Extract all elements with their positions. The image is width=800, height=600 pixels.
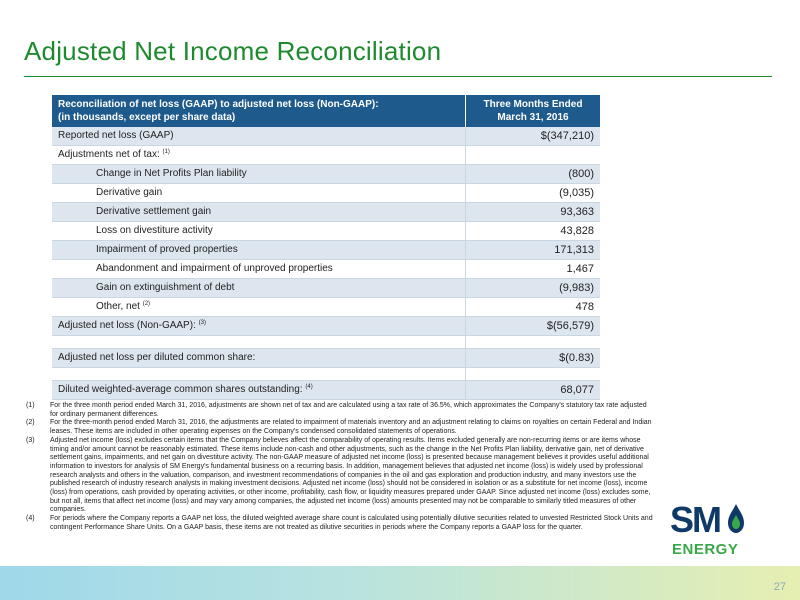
footnote-text: For periods where the Company reports a GAAP net loss, the diluted weighted average share count is calculated using potentially dilutive securities related to unvested Restricted Stock Units and contingent Performance Share Units. On a GAAP basis, these items are not treated as dilutive securities in periods where the Company reports a GAAP loss for the quarter. [50,515,653,531]
footnote [26,437,656,515]
row-label-text: Adjustments net of tax: [58,149,160,160]
footnote-marker: (1) [26,402,35,409]
footnote-text: Adjusted net income (loss) excludes certain items that the Company believes affect the comparability of operating results. Items excluded generally are non-recurring items or are items whose timing and/or amount cannot be reasonably estimated. These items include non-cash and other adjustments, such as the change in the Net Profits Plan liability, derivative gain, net of derivative settlement gains, impairments, and net gain on divestiture activity. The non-GAAP measure of adjusted net income (loss) is presented because management believes it provides useful additional information to investors for analysis of SM Energy's fundamental business on a recurring basis. In addition, management believes that adjusted net income (loss) is widely used by professional research analysts and others in the valuation, comparison, and investment recommendations of companies in the oil and gas exploration and production industry, and many investors use the published research of industry research analysts in making investment decisions. Adjusted net income (loss) should not be considered in isolation or as a substitute for net income (loss), income (loss) from operations, cash provided by operating activities, or other income, profitability, cash flow, or liquidity measures prepared under GAAP. Since adjusted net income (loss) excludes some, but not all, items that affect net income (loss) and may vary among companies, the adjusted net income (loss) amounts presented may not be comparable to similarly titled measures of other companies. [50,436,651,514]
footnote-ref: (2) [142,301,151,307]
table-row-debt-extinguishment [52,279,600,298]
footnotes [26,402,656,533]
row-value: $(347,210) [466,127,601,146]
table-row-divestiture-loss [52,222,600,241]
row-label: Adjusted net loss per diluted common share: [52,349,466,368]
row-label: Reported net loss (GAAP) [52,127,466,146]
row-label: Impairment of proved properties [52,241,466,260]
row-value: 43,828 [466,222,601,241]
header-label-line2: (in thousands, except per share data) [58,112,236,123]
footnote-marker: (4) [26,515,35,523]
row-label: Derivative gain [52,184,466,203]
row-value: (9,035) [466,184,601,203]
table-spacer-row [52,336,600,349]
table-row-adjusted-net-loss [52,317,600,336]
page-title: Adjusted Net Income Reconciliation [24,36,442,66]
row-label [52,317,466,336]
row-value: 1,467 [466,260,601,279]
row-label [52,146,466,165]
row-value: 171,313 [466,241,601,260]
header-label [52,95,466,127]
row-value: 478 [466,298,601,317]
footnote [26,515,656,532]
row-value: 93,363 [466,203,601,222]
footnote-marker: (3) [26,436,35,444]
sm-energy-logo [670,498,748,560]
header-value [466,95,601,127]
flame-icon [728,504,744,533]
row-label [52,381,466,400]
footnote-text: For the three month period ended March 31, 2016, adjustments are shown net of tax and are calculated using a tax rate of 36.5%, which approximates the Company's statutory tax rate adjusted for ordinary permanent differences. [50,402,647,418]
row-label: Change in Net Profits Plan liability [52,165,466,184]
table-row-impairment-unproved [52,260,600,279]
row-label [52,298,466,317]
footnote [26,419,656,436]
logo-text-bottom: ENERGY [672,541,739,558]
table-row-other-net [52,298,600,317]
logo-text-top: SM [670,499,720,540]
table-header-row [52,95,600,127]
row-value: $(56,579) [466,317,601,336]
table-row-adjustments [52,146,600,165]
table-row-impairment-proved [52,241,600,260]
table-spacer-row [52,368,600,381]
header-value-line1: Three Months Ended [483,99,583,110]
table-row-derivative-settlement [52,203,600,222]
table-row-per-share [52,349,600,368]
footnote-ref: (1) [162,149,170,155]
table-row-diluted-shares [52,381,600,400]
table-row-derivative-gain [52,184,600,203]
row-label: Abandonment and impairment of unproved properties [52,260,466,279]
footnote-text: For the three-month period ended March 31, 2016, the adjustments are related to impairment of materials inventory and an adjustment relating to claims on royalties on certain Federal and Indian leases. These items are included in other operating expenses on the Company's condensed consolidated statements of operations. [50,419,652,436]
header-value-line2: March 31, 2016 [497,112,569,123]
row-label: Derivative settlement gain [52,203,466,222]
row-label-text: Other, net [96,301,140,312]
row-label-text: Adjusted net loss (Non-GAAP): [58,320,196,331]
row-label-text: Diluted weighted-average common shares outstanding: [58,384,303,395]
row-value: (800) [466,165,601,184]
footnote-ref: (4) [305,384,313,390]
table-row-reported-net-loss [52,127,600,146]
row-value: 68,077 [466,381,601,400]
row-label: Gain on extinguishment of debt [52,279,466,298]
row-value: $(0.83) [466,349,601,368]
row-label: Loss on divestiture activity [52,222,466,241]
footnote-marker: (2) [26,419,35,427]
row-value: (9,983) [466,279,601,298]
footer-band [0,566,800,600]
table-row-npp-liability [52,165,600,184]
footnote [26,402,656,419]
reconciliation-table [52,95,600,400]
title-divider [24,76,772,77]
page-number: 27 [773,581,786,593]
row-value [466,146,601,165]
header-label-line1: Reconciliation of net loss (GAAP) to adjusted net loss (Non-GAAP): [58,99,379,110]
footnote-ref: (3) [198,320,206,326]
